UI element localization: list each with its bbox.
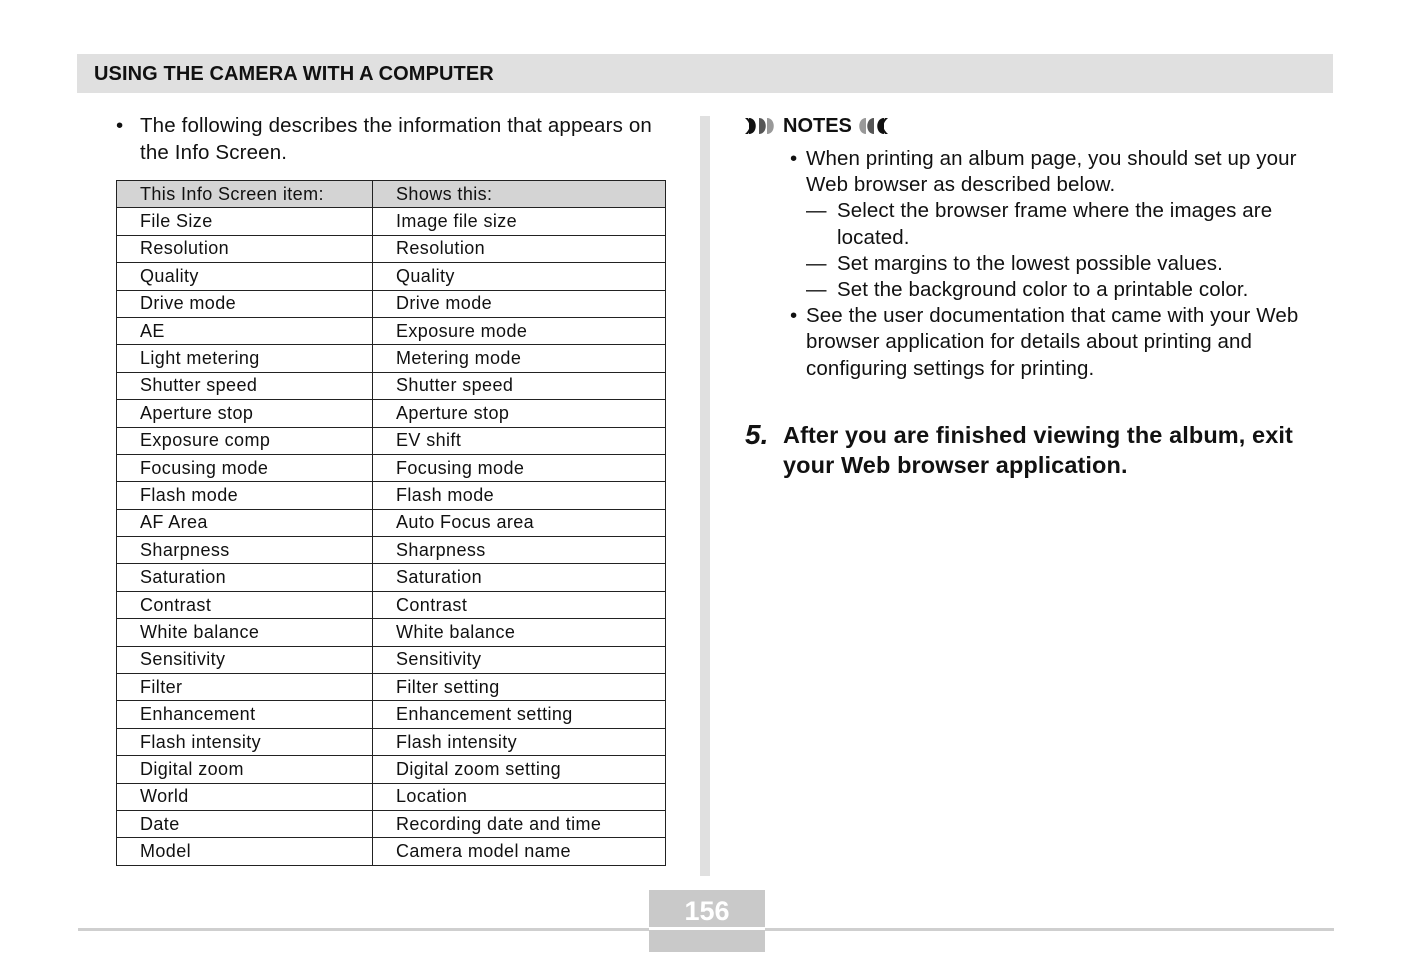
table-row: [117, 810, 666, 837]
note-text: See the user documentation that came with your Web browser application for details about printing and configuring settings for printing.: [806, 304, 1299, 380]
note-text: Set margins to the lowest possible values.: [837, 251, 1223, 275]
info-value-cell: Image file size: [373, 208, 666, 235]
info-value-cell: Sharpness: [373, 537, 666, 564]
info-value-cell: Quality: [373, 263, 666, 290]
note-subitem: [790, 198, 1330, 250]
info-item-cell: Contrast: [117, 591, 373, 618]
step-5: [745, 420, 1335, 480]
table-row: [117, 427, 666, 454]
table-row: [117, 208, 666, 235]
table-row: [117, 783, 666, 810]
info-item-cell: Digital zoom: [117, 756, 373, 783]
info-item-cell: File Size: [117, 208, 373, 235]
info-value-cell: Saturation: [373, 564, 666, 591]
page-number: 156: [684, 896, 730, 926]
info-value-cell: Aperture stop: [373, 400, 666, 427]
table-row: [117, 674, 666, 701]
note-text: When printing an album page, you should set up your Web browser as described below.: [806, 147, 1297, 197]
info-value-cell: Sensitivity: [373, 646, 666, 673]
info-item-cell: AE: [117, 317, 373, 344]
intro-paragraph: [116, 112, 676, 166]
info-item-cell: Sharpness: [117, 537, 373, 564]
dash-mark: —: [806, 199, 827, 223]
table-body: [117, 208, 666, 865]
info-value-cell: Camera model name: [373, 838, 666, 865]
info-item-cell: Model: [117, 838, 373, 865]
note-item: [790, 146, 1330, 198]
note-text: Set the background color to a printable color.: [837, 278, 1249, 302]
info-item-cell: Aperture stop: [117, 400, 373, 427]
info-value-cell: Digital zoom setting: [373, 756, 666, 783]
page-box-divider: [649, 927, 765, 930]
info-value-cell: Flash intensity: [373, 728, 666, 755]
info-item-cell: Enhancement: [117, 701, 373, 728]
note-item: [790, 303, 1330, 382]
triple-arrow-right-icon: [745, 117, 775, 135]
info-item-cell: Light metering: [117, 345, 373, 372]
info-item-cell: Drive mode: [117, 290, 373, 317]
table-row: [117, 646, 666, 673]
table-row: [117, 564, 666, 591]
info-item-cell: AF Area: [117, 509, 373, 536]
table-row: [117, 263, 666, 290]
table-row: [117, 701, 666, 728]
table-row: [117, 591, 666, 618]
notes-list: [790, 146, 1330, 382]
info-value-cell: Resolution: [373, 235, 666, 262]
table-row: [117, 728, 666, 755]
info-value-cell: Exposure mode: [373, 317, 666, 344]
table-row: [117, 345, 666, 372]
bullet-mark: •: [790, 147, 798, 170]
info-value-cell: Location: [373, 783, 666, 810]
note-subitem: [790, 277, 1330, 303]
info-item-cell: Sensitivity: [117, 646, 373, 673]
table-row: [117, 619, 666, 646]
note-subitem: [790, 251, 1330, 277]
info-value-cell: Auto Focus area: [373, 509, 666, 536]
table-row: [117, 756, 666, 783]
table-row: [117, 317, 666, 344]
table-row: [117, 482, 666, 509]
column-header-shows: Shows this:: [373, 181, 666, 208]
triple-arrow-left-icon: [858, 117, 888, 135]
info-item-cell: Exposure comp: [117, 427, 373, 454]
info-value-cell: Focusing mode: [373, 454, 666, 481]
table-row: [117, 400, 666, 427]
table-row: [117, 537, 666, 564]
table-row: [117, 372, 666, 399]
table-header-row: [117, 181, 666, 208]
info-value-cell: Contrast: [373, 591, 666, 618]
info-item-cell: Resolution: [117, 235, 373, 262]
table-row: [117, 290, 666, 317]
info-value-cell: Metering mode: [373, 345, 666, 372]
info-item-cell: Saturation: [117, 564, 373, 591]
info-value-cell: Enhancement setting: [373, 701, 666, 728]
info-item-cell: Quality: [117, 263, 373, 290]
step-number: 5.: [745, 419, 769, 450]
info-item-cell: World: [117, 783, 373, 810]
bullet-mark: •: [116, 114, 124, 137]
notes-heading: [745, 112, 888, 140]
intro-text: The following describes the information that appears on the Info Screen.: [140, 114, 652, 164]
info-item-cell: Flash intensity: [117, 728, 373, 755]
dash-mark: —: [806, 251, 827, 275]
info-screen-table: [116, 180, 666, 866]
note-text: Select the browser frame where the images are located.: [837, 199, 1273, 249]
info-item-cell: Shutter speed: [117, 372, 373, 399]
info-value-cell: EV shift: [373, 427, 666, 454]
bullet-mark: •: [790, 304, 798, 328]
page-number-box: [649, 890, 765, 952]
info-value-cell: White balance: [373, 619, 666, 646]
page-section-title: USING THE CAMERA WITH A COMPUTER: [94, 63, 494, 85]
table-row: [117, 838, 666, 865]
table-row: [117, 509, 666, 536]
info-item-cell: Focusing mode: [117, 454, 373, 481]
notes-title: NOTES: [783, 114, 852, 137]
header-band: [77, 54, 1333, 93]
info-value-cell: Drive mode: [373, 290, 666, 317]
info-item-cell: White balance: [117, 619, 373, 646]
step-text: After you are finished viewing the album, exit your Web browser application.: [783, 422, 1293, 478]
table-row: [117, 235, 666, 262]
info-item-cell: Filter: [117, 674, 373, 701]
column-header-item: This Info Screen item:: [117, 181, 373, 208]
info-item-cell: Flash mode: [117, 482, 373, 509]
dash-mark: —: [806, 278, 827, 302]
info-value-cell: Flash mode: [373, 482, 666, 509]
info-item-cell: Date: [117, 810, 373, 837]
info-value-cell: Shutter speed: [373, 372, 666, 399]
info-value-cell: Recording date and time: [373, 810, 666, 837]
table-row: [117, 454, 666, 481]
column-divider: [700, 116, 710, 876]
info-value-cell: Filter setting: [373, 674, 666, 701]
